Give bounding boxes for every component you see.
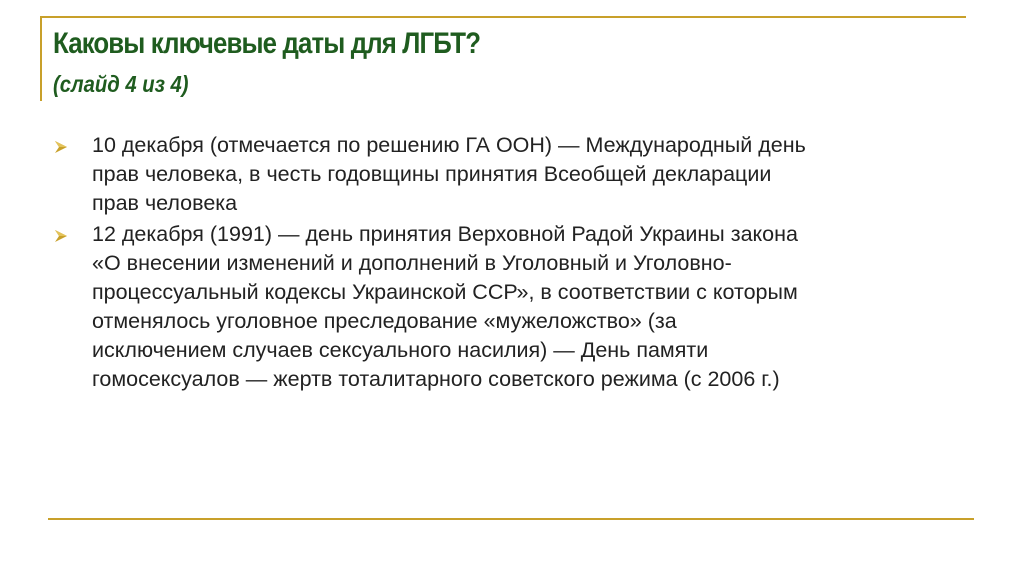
arrow-bullet-icon (54, 140, 68, 154)
bullet-line: процессуальный кодексы Украинской ССР», в соответствии с которым (92, 280, 798, 304)
bullet-item-1 (54, 131, 954, 218)
slide-subtitle: (слайд 4 из 4) (53, 71, 189, 97)
bottom-border-line (48, 518, 974, 520)
bullet-line: прав человека, в честь годовщины принятия Всеобщей декларации (92, 162, 772, 186)
bullet-item-2 (54, 220, 954, 394)
bullet-line: отменялось уголовное преследование «мужеложство» (за (92, 309, 677, 333)
arrow-bullet-icon (54, 229, 68, 243)
top-border-line (40, 16, 966, 18)
bullet-list (54, 131, 954, 396)
left-border-line (40, 16, 42, 101)
bullet-line: «О внесении изменений и дополнений в Уголовный и Уголовно- (92, 251, 732, 275)
bullet-line: гомосексуалов — жертв тоталитарного советского режима (с 2006 г.) (92, 367, 780, 391)
bullet-line: прав человека (92, 191, 238, 215)
bullet-line: исключением случаев сексуального насилия) — День памяти (92, 338, 709, 362)
slide-title: Каковы ключевые даты для ЛГБТ? (53, 27, 481, 60)
bullet-line: 12 декабря (1991) — день принятия Верховной Радой Украины закона (92, 222, 798, 246)
bullet-line: 10 декабря (отмечается по решению ГА ООН) — Международный день (92, 133, 806, 157)
